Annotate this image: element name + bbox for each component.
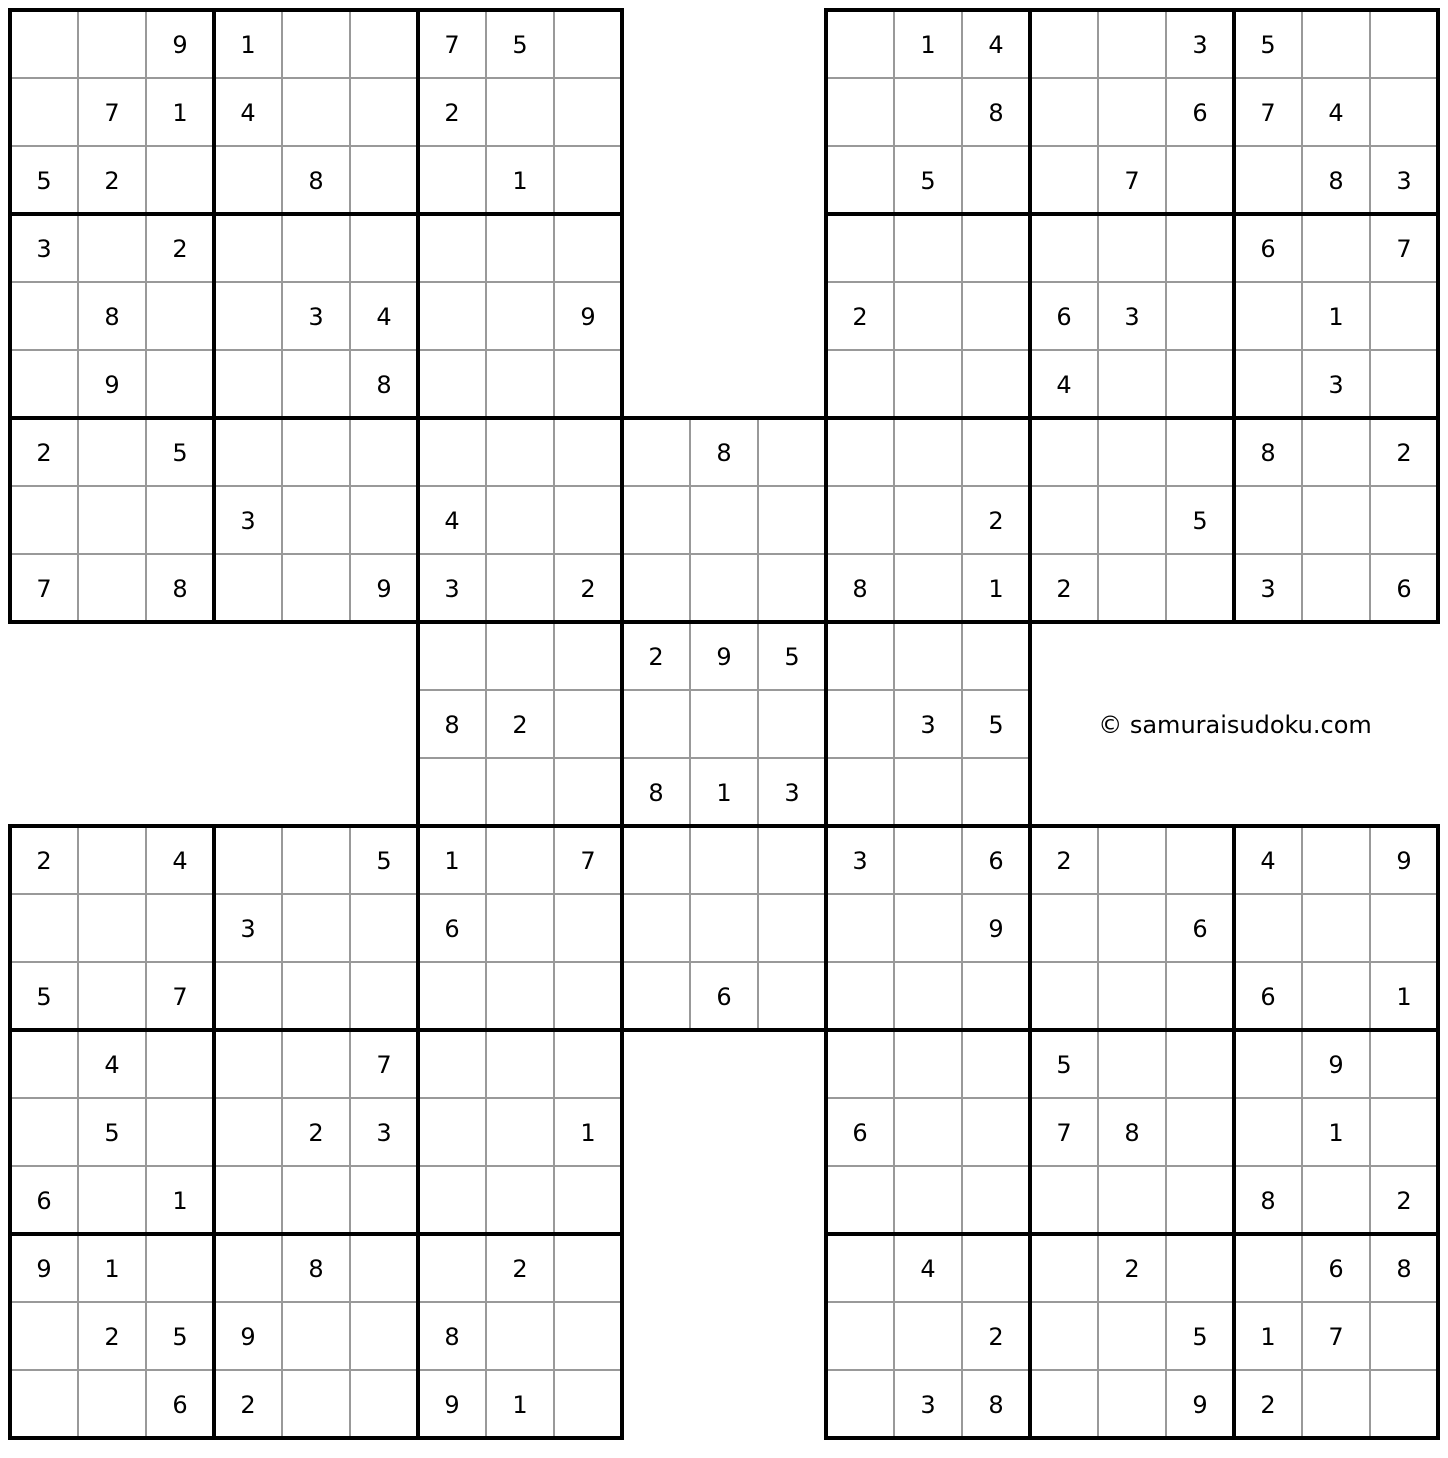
given-digit: 5: [1056, 1051, 1072, 1079]
given-digit: 1: [444, 847, 460, 875]
given-digit: 9: [36, 1255, 52, 1283]
given-digit: 3: [852, 847, 868, 875]
given-digit: 2: [308, 1119, 324, 1147]
given-digit: 5: [36, 167, 52, 195]
given-digit: 3: [240, 915, 256, 943]
given-digit: 1: [1396, 983, 1412, 1011]
given-digit: 7: [580, 847, 596, 875]
given-digit: 4: [172, 847, 188, 875]
given-digit: 9: [444, 1391, 460, 1419]
given-digit: 7: [1328, 1323, 1344, 1351]
given-digit: 8: [852, 575, 868, 603]
given-digit: 8: [988, 1391, 1004, 1419]
given-digit: 3: [308, 303, 324, 331]
given-digit: 2: [1260, 1391, 1276, 1419]
given-digit: 9: [580, 303, 596, 331]
given-digit: 6: [172, 1391, 188, 1419]
given-digit: 3: [920, 1391, 936, 1419]
given-digit: 9: [1396, 847, 1412, 875]
given-digit: 2: [1056, 847, 1072, 875]
given-digit: 7: [1056, 1119, 1072, 1147]
given-digit: 6: [36, 1187, 52, 1215]
given-digit: 1: [172, 99, 188, 127]
given-digit: 6: [1328, 1255, 1344, 1283]
given-digit: 1: [1328, 303, 1344, 331]
given-digit: 2: [1396, 1187, 1412, 1215]
given-digit: 2: [648, 643, 664, 671]
given-digit: 5: [172, 439, 188, 467]
given-digit: 7: [104, 99, 120, 127]
given-digit: 3: [920, 711, 936, 739]
given-digit: 3: [240, 507, 256, 535]
given-digit: 2: [1396, 439, 1412, 467]
given-digit: 6: [1260, 235, 1276, 263]
given-digit: 1: [1260, 1323, 1276, 1351]
given-digit: 3: [784, 779, 800, 807]
given-digit: 8: [308, 1255, 324, 1283]
given-digit: 7: [376, 1051, 392, 1079]
given-digit: 2: [240, 1391, 256, 1419]
given-digit: 7: [1260, 99, 1276, 127]
given-digit: 7: [444, 31, 460, 59]
given-digit: 5: [172, 1323, 188, 1351]
copyright-text: © samuraisudoku.com: [1098, 711, 1372, 739]
given-digit: 1: [512, 1391, 528, 1419]
given-digit: 8: [308, 167, 324, 195]
given-digit: 1: [512, 167, 528, 195]
given-digit: 1: [240, 31, 256, 59]
given-digit: 1: [1328, 1119, 1344, 1147]
given-digit: 8: [104, 303, 120, 331]
given-digit: 1: [580, 1119, 596, 1147]
given-digit: 6: [444, 915, 460, 943]
given-digit: 6: [1056, 303, 1072, 331]
given-digit: 2: [444, 99, 460, 127]
given-digit: 5: [1192, 1323, 1208, 1351]
given-digit: 3: [1328, 371, 1344, 399]
given-digit: 1: [172, 1187, 188, 1215]
given-digit: 7: [1124, 167, 1140, 195]
given-digit: 4: [1056, 371, 1072, 399]
given-digit: 9: [988, 915, 1004, 943]
given-digit: 6: [988, 847, 1004, 875]
given-digit: 7: [1396, 235, 1412, 263]
given-digit: 6: [716, 983, 732, 1011]
given-digit: 2: [852, 303, 868, 331]
given-digit: 2: [988, 1323, 1004, 1351]
given-digit: 2: [172, 235, 188, 263]
given-digit: 6: [1396, 575, 1412, 603]
given-digit: 3: [1192, 31, 1208, 59]
given-digit: 3: [36, 235, 52, 263]
given-digit: 5: [104, 1119, 120, 1147]
given-digit: 8: [1328, 167, 1344, 195]
given-digit: 1: [104, 1255, 120, 1283]
given-digit: 4: [376, 303, 392, 331]
given-digit: 7: [36, 575, 52, 603]
given-digit: 5: [920, 167, 936, 195]
given-digit: 3: [376, 1119, 392, 1147]
given-digit: 8: [1260, 1187, 1276, 1215]
given-digit: 9: [172, 31, 188, 59]
given-digit: 4: [1260, 847, 1276, 875]
given-digit: 9: [1192, 1391, 1208, 1419]
given-digit: 4: [920, 1255, 936, 1283]
given-digit: 8: [988, 99, 1004, 127]
given-digit: 3: [1396, 167, 1412, 195]
given-digit: 9: [1328, 1051, 1344, 1079]
given-digit: 3: [444, 575, 460, 603]
given-digit: 6: [1192, 99, 1208, 127]
given-digit: 5: [36, 983, 52, 1011]
given-digit: 2: [1124, 1255, 1140, 1283]
given-digit: 2: [104, 1323, 120, 1351]
given-digit: 8: [444, 711, 460, 739]
given-digit: 5: [784, 643, 800, 671]
given-digit: 8: [648, 779, 664, 807]
given-digit: 6: [1260, 983, 1276, 1011]
given-digit: 2: [512, 1255, 528, 1283]
given-digit: 4: [1328, 99, 1344, 127]
given-digit: 8: [376, 371, 392, 399]
given-digit: 1: [920, 31, 936, 59]
given-digit: 8: [444, 1323, 460, 1351]
given-digit: 5: [1192, 507, 1208, 535]
given-digit: 9: [376, 575, 392, 603]
given-digit: 8: [1396, 1255, 1412, 1283]
given-digit: 7: [172, 983, 188, 1011]
given-digit: 1: [716, 779, 732, 807]
given-digit: 9: [716, 643, 732, 671]
given-digit: 4: [240, 99, 256, 127]
given-digit: 3: [1124, 303, 1140, 331]
given-digit: 2: [36, 439, 52, 467]
given-digit: 8: [172, 575, 188, 603]
given-digit: 5: [376, 847, 392, 875]
given-digit: 4: [988, 31, 1004, 59]
given-digit: 1: [988, 575, 1004, 603]
given-digit: 5: [988, 711, 1004, 739]
given-digit: 5: [1260, 31, 1276, 59]
given-digit: 3: [1260, 575, 1276, 603]
given-digit: 8: [1260, 439, 1276, 467]
given-digit: 2: [36, 847, 52, 875]
given-digit: 6: [852, 1119, 868, 1147]
given-digit: 6: [1192, 915, 1208, 943]
given-digit: 2: [580, 575, 596, 603]
given-digit: 9: [104, 371, 120, 399]
given-digit: 4: [444, 507, 460, 535]
given-digit: 4: [104, 1051, 120, 1079]
given-digit: 2: [1056, 575, 1072, 603]
given-digit: 9: [240, 1323, 256, 1351]
given-digit: 8: [1124, 1119, 1140, 1147]
given-digit: 2: [104, 167, 120, 195]
given-digit: 8: [716, 439, 732, 467]
given-digit: 2: [512, 711, 528, 739]
given-digit: 5: [512, 31, 528, 59]
given-digit: 2: [988, 507, 1004, 535]
